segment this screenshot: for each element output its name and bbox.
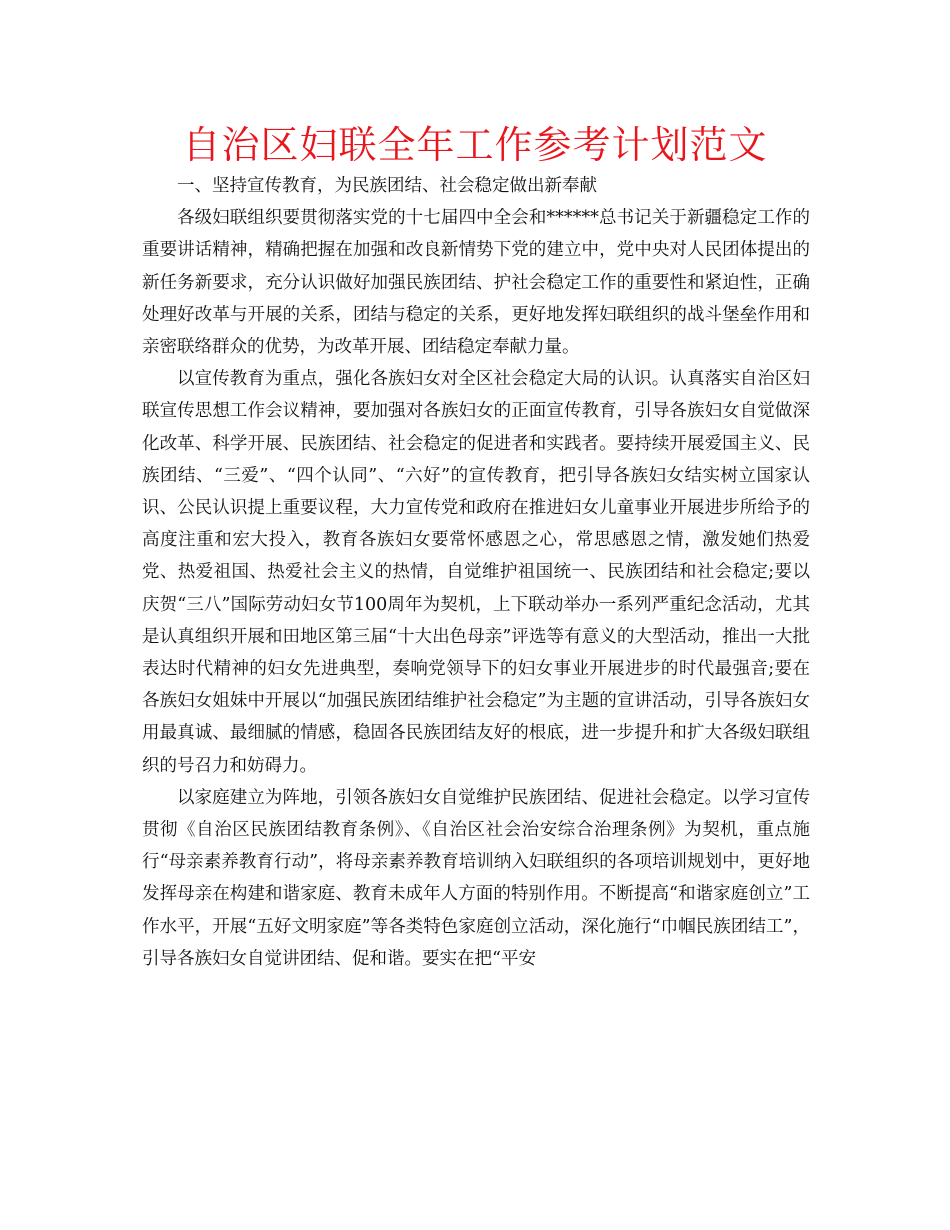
document-body	[142, 170, 810, 975]
paragraph-3: 以家庭建立为阵地，引领各族妇女自觉维护民族团结、促进社会稳定。以学习宣传贯彻《自治区民族团结教育条例》、《自治区社会治安综合治理条例》为契机，重点施行“母亲素养教育行动”，将母亲素养教育培训纳入妇联组织的各项培训规划中，更好地发挥母亲在构建和谐家庭、教育未成年人方面的特别作用。不断提高“和谐家庭创立”工作水平，开展“五好文明家庭”等各类特色家庭创立活动，深化施行“巾帼民族团结工”，引导各族妇女自觉讲团结、促和谐。要实在把“平安	[142, 787, 810, 969]
paragraph-1: 各级妇联组织要贯彻落实党的十七届四中全会和******总书记关于新疆稳定工作的重要讲话精神，精确把握在加强和改良新情势下党的建立中，党中央对人民团体提出的新任务新要求，充分认识做好加强民族团结、护社会稳定工作的重要性和紧迫性，正确处理好改革与开展的关系，团结与稳定的关系，更好地发挥妇联组织的战斗堡垒作用和亲密联络群众的优势，为改革开展、团结稳定奉献力量。	[142, 208, 810, 358]
document-title: 自治区妇联全年工作参考计划范文	[182, 123, 768, 167]
paragraph-2: 以宣传教育为重点，强化各族妇女对全区社会稳定大局的认识。认真落实自治区妇联宣传思想工作会议精神，要加强对各族妇女的正面宣传教育，引导各族妇女自觉做深化改革、科学开展、民族团结、社会稳定的促进者和实践者。要持续开展爱国主义、民族团结、“三爱”、“四个认同”、“六好”的宣传教育，把引导各族妇女结实树立国家认识、公民认识提上重要议程，大力宣传党和政府在推进妇女儿童事业开展进步所给予的高度注重和宏大投入，教育各族妇女要常怀感恩之心，常思感恩之情，激发她们热爱党、热爱祖国、热爱社会主义的热情，自觉维护祖国统一、民族团结和社会稳定;要以庆贺“三八”国际劳动妇女节100周年为契机，上下联动举办一系列严重纪念活动，尤其是认真组织开展和田地区第三届“十大出色母亲”评选等有意义的大型活动，推出一大批表达时代精神的妇女先进典型，奏响党领导下的妇女事业开展进步的时代最强音;要在各族妇女姐妹中开展以“加强民族团结维护社会稳定”为主题的宣讲活动，引导各族妇女用最真诚、最细腻的情感，稳固各民族团结友好的根底，进一步提升和扩大各级妇联组织的号召力和妨碍力。	[142, 369, 810, 776]
section-heading: 一、坚持宣传教育，为民族团结、社会稳定做出新奉献	[177, 176, 597, 196]
